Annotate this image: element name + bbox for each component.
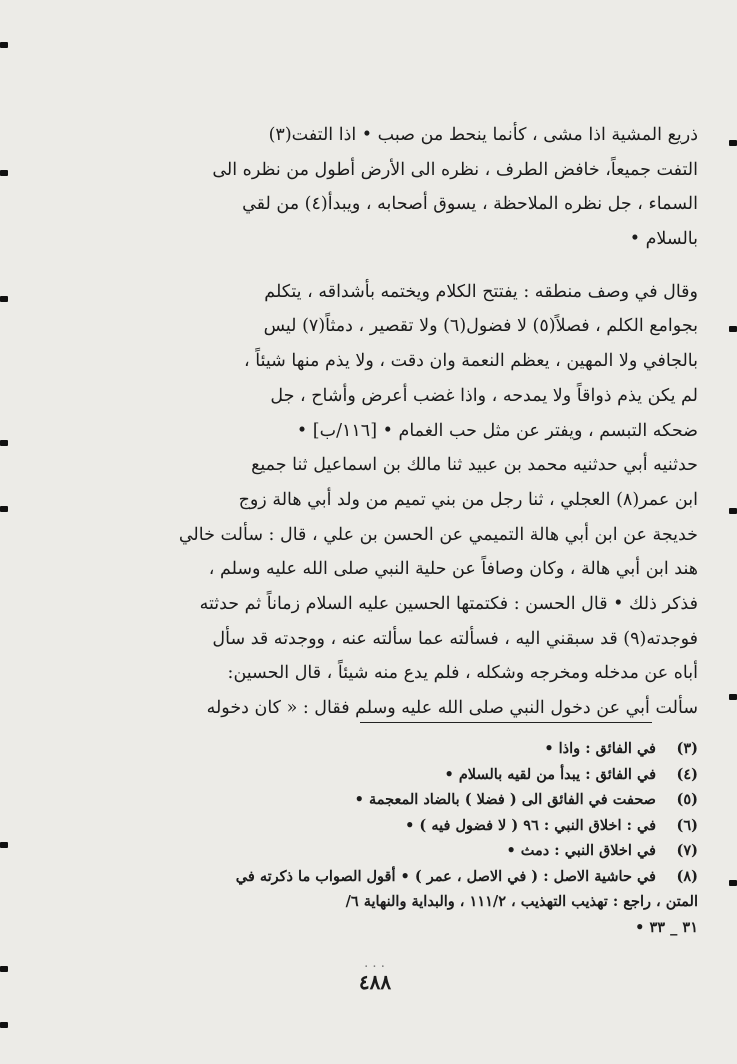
binding-mark [0,842,8,848]
footnote-text: في : اخلاق النبي : ٩٦ ( لا فضول فيه ) • [405,816,656,834]
text-line: وقال في وصف منطقه : يفتتح الكلام ويختمه بأشداقه ، يتكلم [264,281,698,302]
footnote [126,864,698,890]
binding-mark [0,506,8,512]
footnote-number: (٧) [676,842,698,859]
footnote-number: (٣) [676,740,698,757]
text-line: السماء ، جل نظره الملاحظة ، يسوق أصحابه ، ويبدأ(٤) من لقي [242,194,698,215]
binding-mark [0,42,8,48]
text-line: ابن عمر(٨) العجلي ، ثنا رجل من بني تميم من ولد أبي هالة زوج [238,489,698,510]
footnote [126,787,698,813]
text-line: أباه عن مدخله ومخرجه وشكله ، فلم يدع منه شيئاً ، قال الحسين: [227,663,698,684]
footnote-text: في الفائق : واذا • [544,740,656,757]
page-number-mark: . . . [364,960,386,970]
text-line: بالسلام • [629,229,698,250]
binding-mark [729,140,737,146]
text-line: فوجدته(٩) قد سبقني اليه ، فسألته عما سألته عنه ، ووجدته قد سأل [212,628,698,649]
text-line: بالجافي ولا المهين ، يعظم النعمة وان دقت ، ولا يذم منها شيئاً ، [244,351,698,372]
footnote [126,813,698,839]
paragraph-gap [120,257,698,275]
text-line: سألت أبي عن دخول النبي صلى الله عليه وسلم فقال : « كان دخوله [206,698,698,718]
footnote-number: (٥) [676,791,698,808]
footnote-number: (٦) [676,816,698,834]
footnote [126,736,698,762]
binding-mark [0,170,8,176]
footnote-divider [360,722,652,723]
text-line: بجوامع الكلم ، فصلاً(٥) لا فضول(٦) ولا تقصير ، دمثاً(٧) ليس [263,316,698,337]
page-number-text: ٤٨٨ [358,970,392,994]
binding-mark [0,440,8,446]
text-line: حدثنيه أبي حدثنيه محمد بن عبيد ثنا مالك بن اسماعيل ثنا جميع [251,455,698,476]
footnote-text: المتن ، راجع : تهذيب التهذيب ، ١١١/٢ ، والبداية والنهاية ٦/ [345,893,698,910]
footnote-number: (٨) [676,867,698,885]
text-line: التفت جميعاً، خافض الطرف ، نظره الى الأرض أطول من نظره الى [212,159,698,180]
footnote-text: في حاشية الاصل : ( في الاصل ، عمر ) • أقول الصواب ما ذكرته في [235,867,656,885]
binding-mark [729,694,737,700]
footnote-text: ٣١ _ ٣٣ • [635,918,698,936]
footnote-text: صحفت في الفائق الى ( فضلا ) بالضاد المعجمة • [354,791,656,808]
binding-mark [729,880,737,886]
footnote [126,838,698,864]
binding-mark [0,296,8,302]
text-line: هند ابن أبي هالة ، وكان وصافاً عن حلية النبي صلى الله عليه وسلم ، [208,559,698,580]
footnote-continuation [126,915,698,941]
page-number [340,960,410,994]
binding-mark [729,326,737,332]
binding-mark [0,966,8,972]
binding-mark [0,1022,8,1028]
main-text [120,118,698,726]
footnote-number: (٤) [676,765,698,783]
footnotes [126,736,698,940]
text-line: خديجة عن ابن أبي هالة التميمي عن الحسن بن علي ، قال : سألت خالي [178,524,698,545]
footnote-continuation [126,889,698,915]
footnote [126,762,698,788]
text-line: لم يكن يذم ذواقاً ولا يمدحه ، واذا غضب أعرض وأشاح ، جل [270,385,698,406]
text-line: فذكر ذلك • قال الحسن : فكتمتها الحسين عليه السلام زماناً ثم حدثته [199,593,698,614]
footnote-text: في اخلاق النبي : دمث • [506,842,656,859]
text-line: ضحكه التبسم ، ويفتر عن مثل حب الغمام • [١١٦/ب] • [296,420,698,441]
binding-mark [729,508,737,514]
text-line: ذريع المشية اذا مشى ، كأنما ينحط من صبب • اذا التفت(٣) [268,125,698,145]
footnote-text: في الفائق : يبدأ من لقيه بالسلام • [444,765,656,783]
